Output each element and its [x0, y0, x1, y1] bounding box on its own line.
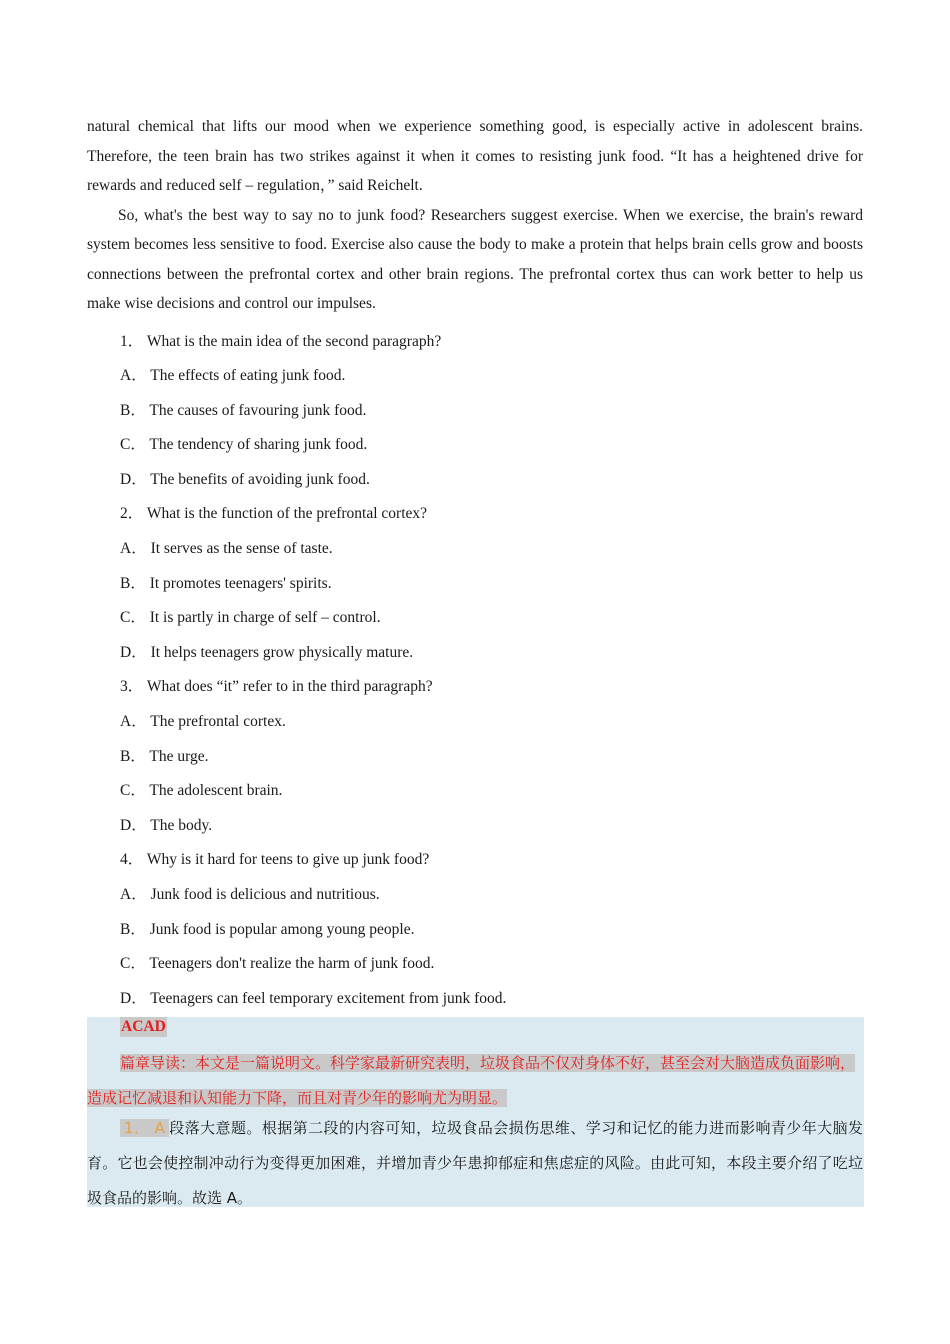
answer-key: ACAD: [121, 1018, 166, 1035]
question-option: A． The prefrontal cortex.: [120, 713, 286, 731]
passage-paragraph-2: So, what's the best way to say no to junk food? Researchers suggest exercise. When we exercise, the brain's reward system becomes less sensitive to food. Exercise also cause the body to make a protein that helps brain cells grow and boosts connections between the prefrontal cortex and other brain regions. The prefrontal cortex thus can work better to help us make wise decisions and control our impulses.: [87, 206, 863, 312]
question-option: B． It promotes teenagers' spirits.: [120, 574, 332, 592]
analysis-text: 段落大意题。根据第二段的内容可知，垃圾食品会损伤思维、学习和记忆的能力进而影响青少年大脑发育。它也会使控制冲动行为变得更加困难，并增加青少年患抑郁症和焦虑症的风险。由此可知，本段主要介绍了吃垃圾食品的影响。故选 A。: [87, 1119, 863, 1207]
analysis-tag: 1． A: [120, 1119, 169, 1137]
question-option: B． Junk food is popular among young people.: [120, 920, 415, 938]
question-option: A． It serves as the sense of taste.: [120, 540, 333, 558]
question-option: B． The urge.: [120, 747, 209, 765]
article-guide-text: 篇章导读：本文是一篇说明文。科学家最新研究表明，垃圾食品不仅对身体不好，甚至会对大脑造成负面影响，造成记忆减退和认知能力下降，而且对青少年的影响尤为明显。: [87, 1054, 856, 1107]
question-option: D． The body.: [120, 816, 213, 834]
question-option: A． Junk food is delicious and nutritious.: [120, 886, 380, 903]
article-guide: [87, 1046, 865, 1116]
question-option: C． The tendency of sharing junk food.: [120, 436, 368, 454]
question-option: B． The causes of favouring junk food.: [120, 401, 367, 419]
question-option: A． The effects of eating junk food.: [120, 367, 346, 385]
question-option: D． The benefits of avoiding junk food.: [120, 470, 370, 488]
question-stem: 4． Why is it hard for teens to give up junk food?: [120, 851, 430, 869]
question-option: C． The adolescent brain.: [120, 782, 283, 800]
question-stem: 1． What is the main idea of the second paragraph?: [120, 332, 442, 350]
question-list: [87, 325, 863, 1017]
answer-analysis: [87, 1111, 863, 1216]
question-option: D． Teenagers can feel temporary excitement from junk food.: [120, 989, 507, 1007]
question-stem: 2． What is the function of the prefrontal cortex?: [120, 505, 428, 523]
question-option: C． It is partly in charge of self – control.: [120, 609, 381, 627]
document-page: [87, 112, 863, 1016]
question-option: C． Teenagers don't realize the harm of junk food.: [120, 955, 435, 973]
passage-paragraph-1: natural chemical that lifts our mood when we experience something good, is especially active in adolescent brains. Therefore, the teen brain has two strikes against it when it comes to resisting junk food. “It has a heightened drive for rewards and reduced self – regulation，” said Reichelt.: [87, 118, 863, 194]
question-option: D． It helps teenagers grow physically mature.: [120, 643, 414, 661]
question-stem: 3． What does “it” refer to in the third paragraph?: [120, 678, 433, 696]
